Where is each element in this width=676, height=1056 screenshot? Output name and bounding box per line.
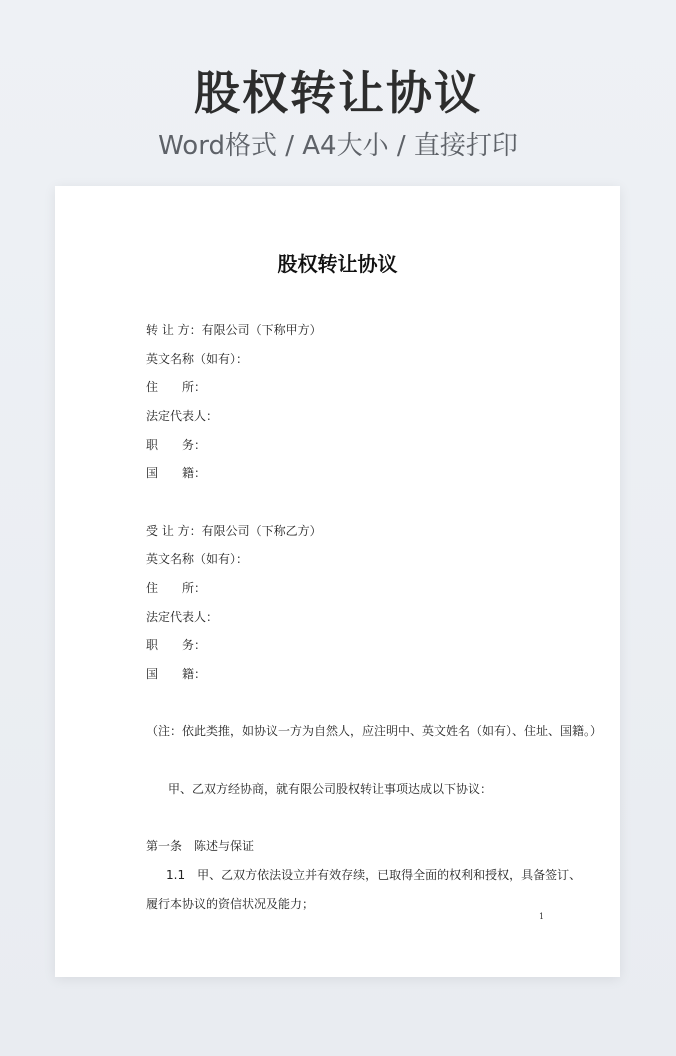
intro-paragraph: 甲、乙双方经协商，就有限公司股权转让事项达成以下协议： — [168, 782, 493, 796]
page-number: 1 — [539, 912, 545, 921]
transferor-english-name: 英文名称（如有）： — [146, 352, 249, 366]
transferor-address: 住 所： — [146, 380, 207, 394]
subtitle: Word格式 / A4大小 / 直接打印 — [158, 131, 518, 161]
transferee-english-name: 英文名称（如有）： — [146, 552, 249, 566]
document-title: 股权转让协议 — [277, 252, 398, 276]
transferee-legal-rep: 法定代表人： — [146, 610, 219, 624]
transferee-nationality: 国 籍： — [146, 667, 207, 681]
article-1-title: 第一条 陈述与保证 — [146, 839, 255, 853]
document-page — [55, 186, 620, 977]
clause-1-1-line-2: 履行本协议的资信状况及能力； — [146, 897, 315, 911]
transferor-position: 职 务： — [146, 438, 207, 452]
page-header — [0, 62, 676, 164]
note-text: （注：依此类推，如协议一方为自然人，应注明中、英文姓名（如有）、住址、国籍。） — [146, 724, 603, 738]
clause-1-1-line-1: 1.1 甲、乙双方依法设立并有效存续，已取得全面的权利和授权，具备签订、 — [166, 868, 582, 882]
transferor-nationality: 国 籍： — [146, 466, 207, 480]
transferee-party: 受 让 方：有限公司（下称乙方） — [146, 524, 322, 538]
transferor-party: 转 让 方：有限公司（下称甲方） — [146, 323, 322, 337]
transferee-address: 住 所： — [146, 581, 207, 595]
transferee-position: 职 务： — [146, 638, 207, 652]
transferor-legal-rep: 法定代表人： — [146, 409, 219, 423]
main-title: 股权转让协议 — [194, 66, 482, 120]
